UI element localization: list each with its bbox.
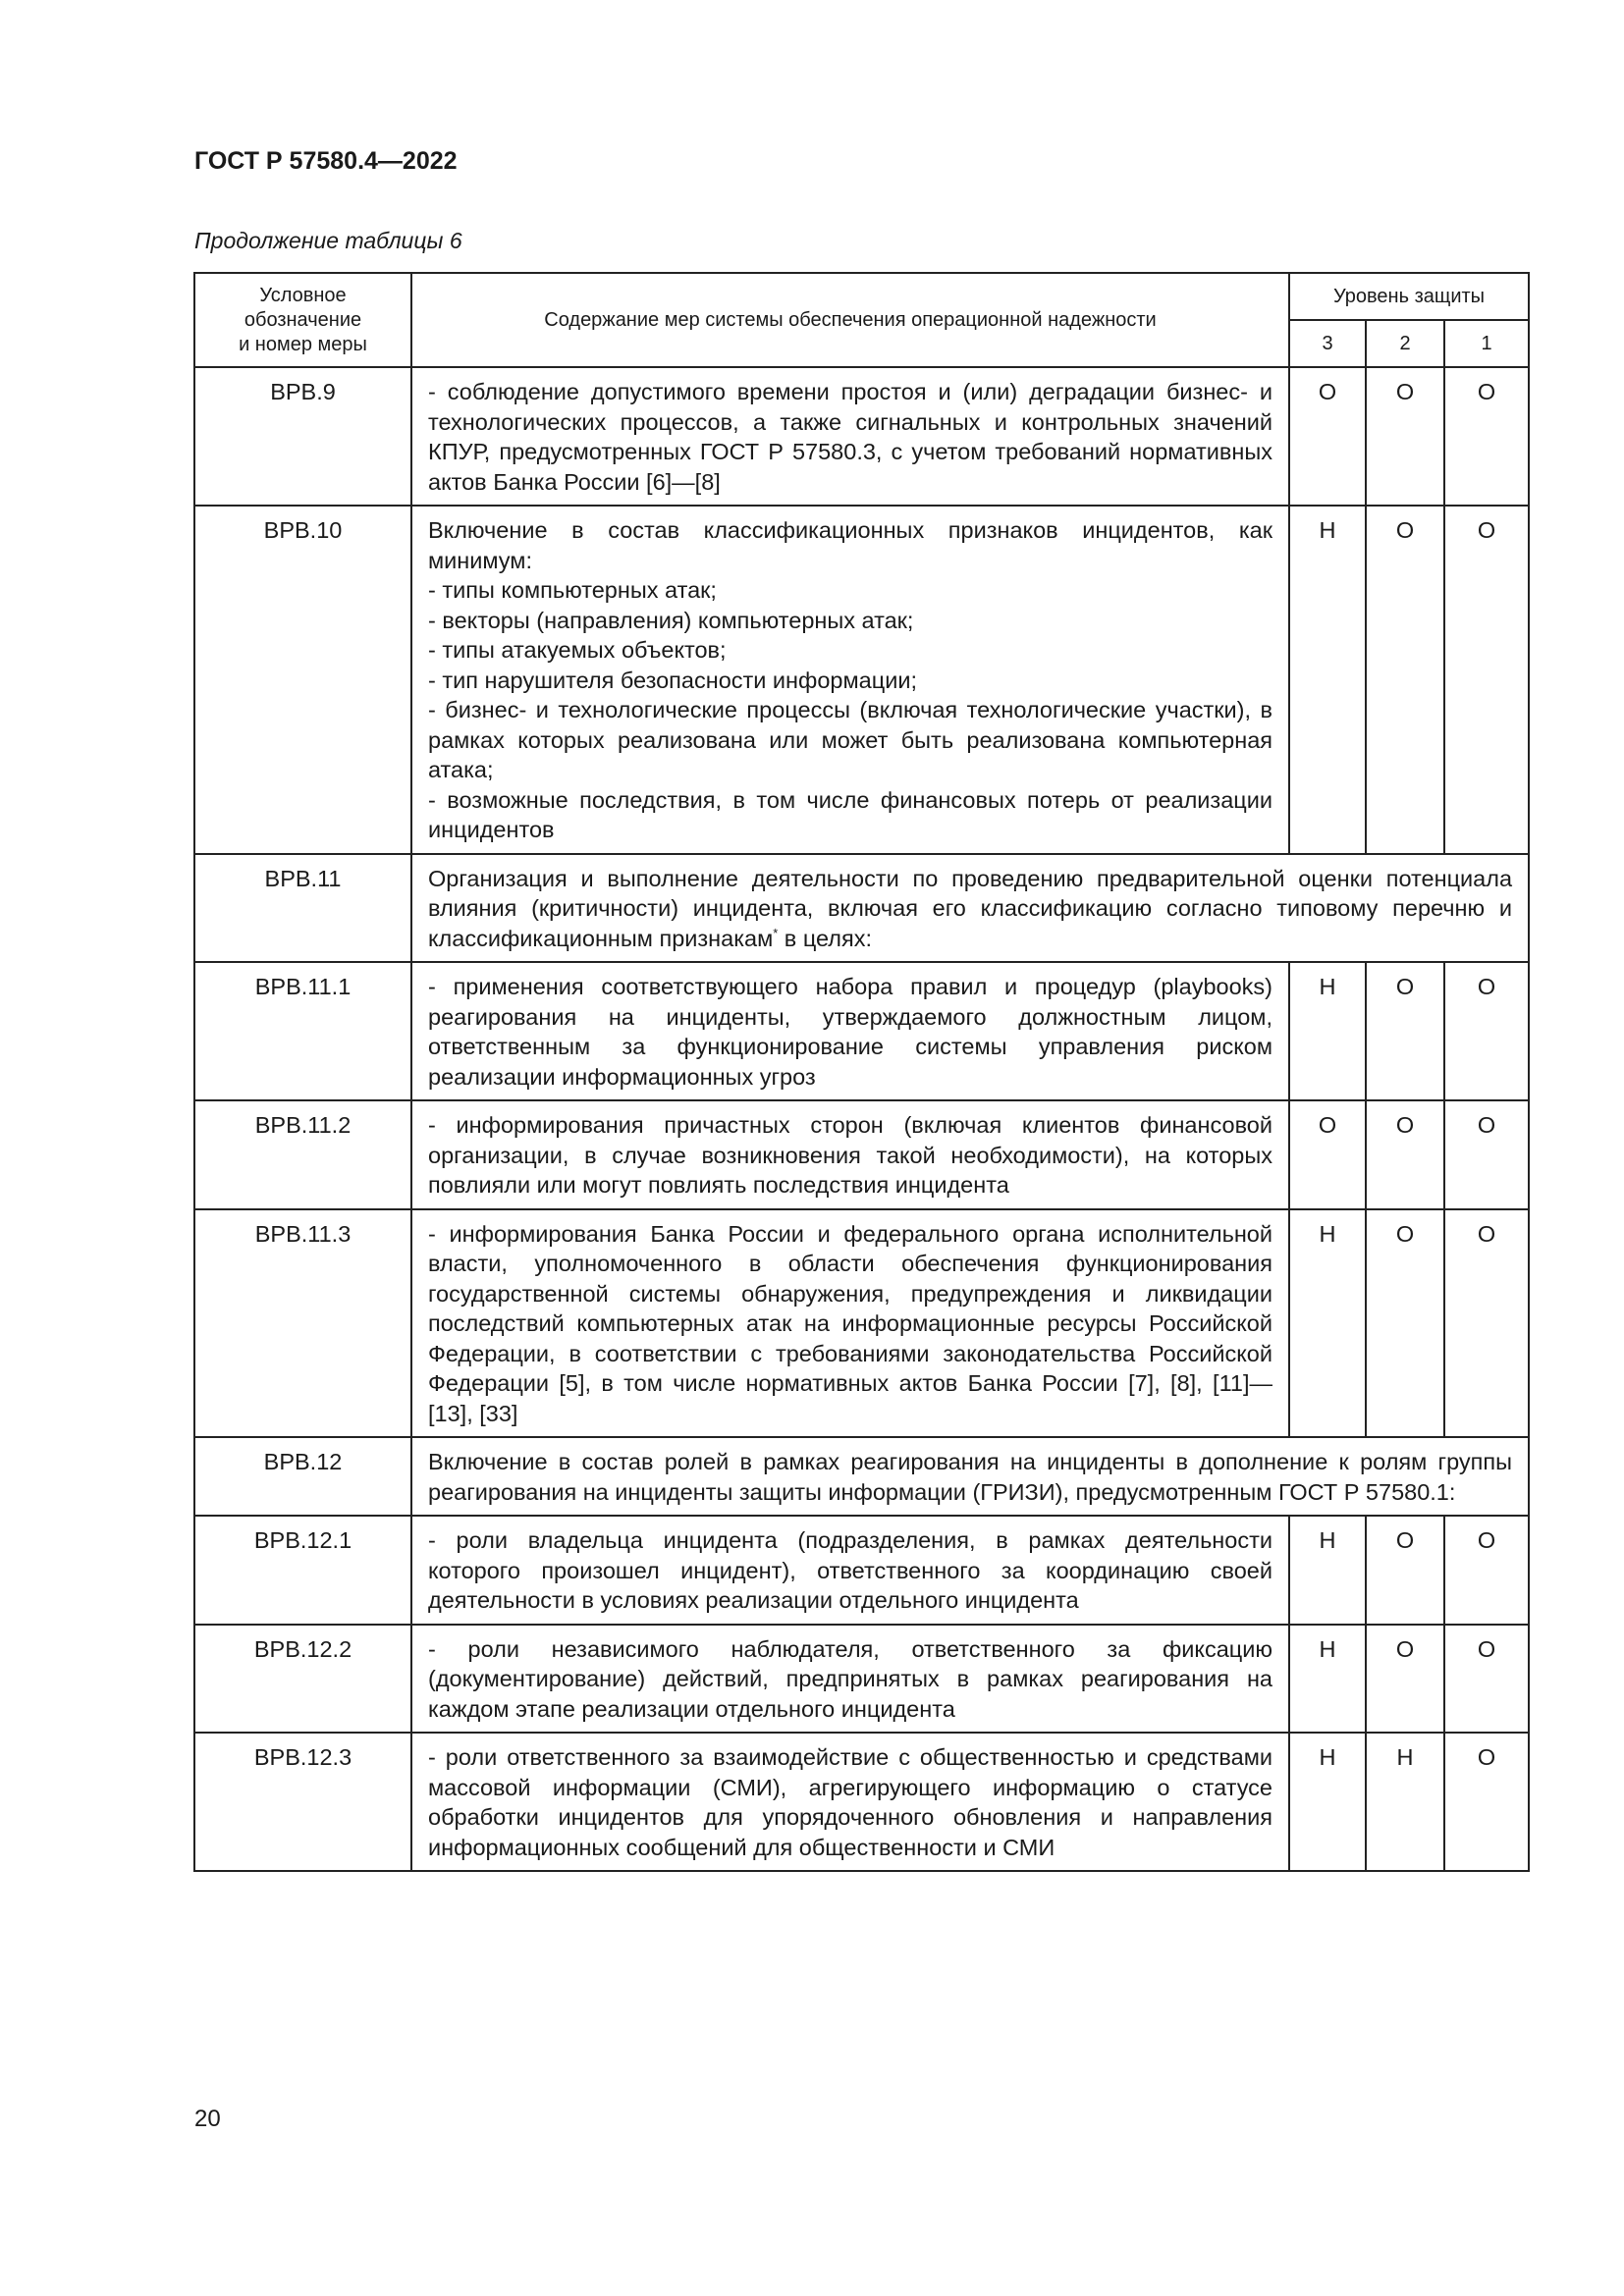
measure-description: Включение в состав ролей в рамках реагирования на инциденты в дополнение к ролям группы реагирования на инциденты защиты информации (ГРИЗИ), предусмотренным ГОСТ Р 57580.1: xyxy=(411,1437,1529,1516)
measure-description xyxy=(411,1733,1289,1871)
description-line: Включение в состав классификационных признаков инцидентов, как минимум: xyxy=(428,517,1272,573)
description-line: - информирования Банка России и федерального органа исполнительной власти, уполномоченного в области обеспечения функционирования государственной системы обнаружения, предупреждения и ликвидации последствий компьютерных атак на информационные ресурсы Российской Федерации, в соответствии с требованиями законодательства Российской Федерации [5], в том числе нормативных актов Банка России [7], [8], [11]—[13], [33] xyxy=(428,1220,1272,1426)
measure-code: ВРВ.12.1 xyxy=(194,1516,411,1625)
description-line: - применения соответствующего набора правил и процедур (playbooks) реагирования на инциденты, утверждаемого должностным лицом, ответственным за функционирование системы управления риском реализации информационных угроз xyxy=(428,974,1272,1090)
description-line: - тип нарушителя безопасности информации; xyxy=(428,667,917,693)
table-row xyxy=(194,1625,1529,1734)
level-1-value: О xyxy=(1444,1100,1529,1209)
description-line: - соблюдение допустимого времени простоя и (или) деградации бизнес- и технологических процессов, а также сигнальных и контрольных значений КПУР, предусмотренных ГОСТ Р 57580.3, с учетом требований нормативных актов Банка России [6]—[8] xyxy=(428,379,1272,495)
header-code-line-2: обозначение xyxy=(244,308,362,331)
level-2-value: О xyxy=(1366,1100,1444,1209)
table-caption: Продолжение таблицы 6 xyxy=(194,228,462,253)
measure-code: ВРВ.12 xyxy=(194,1437,411,1516)
description-line: - возможные последствия, в том числе финансовых потерь от реализации инцидентов xyxy=(428,786,1272,842)
description-line: - типы компьютерных атак; xyxy=(428,577,717,603)
measure-description xyxy=(411,1100,1289,1209)
measure-description xyxy=(411,962,1289,1100)
level-1-value: О xyxy=(1444,1625,1529,1734)
measure-description xyxy=(411,1516,1289,1625)
description-text-end: в целях: xyxy=(778,925,873,951)
footnote-mark: * xyxy=(773,925,779,940)
level-2-value: О xyxy=(1366,506,1444,854)
measures-table xyxy=(193,272,1530,1872)
header-level-2: 2 xyxy=(1366,320,1444,367)
table-row xyxy=(194,1733,1529,1871)
measure-code: ВРВ.11.3 xyxy=(194,1209,411,1438)
level-3-value: Н xyxy=(1289,1516,1366,1625)
description-line: - роли независимого наблюдателя, ответственного за фиксацию (документирование) действий, предпринятых в рамках реагирования на каждом этапе реализации отдельного инцидента xyxy=(428,1635,1272,1722)
table-header xyxy=(194,273,1529,367)
table-row xyxy=(194,367,1529,506)
table-row xyxy=(194,854,1529,963)
level-3-value: О xyxy=(1289,367,1366,506)
level-3-value: Н xyxy=(1289,506,1366,854)
table-body xyxy=(194,367,1529,1871)
measure-code: ВРВ.11.2 xyxy=(194,1100,411,1209)
description-line: - векторы (направления) компьютерных атак; xyxy=(428,607,914,633)
description-line: - роли ответственного за взаимодействие с общественностью и средствами массовой информации (СМИ), агрегирующего информацию о статусе обработки инцидентов для упорядоченного обновления и направления информационных сообщений для общественности и СМИ xyxy=(428,1744,1272,1860)
measure-code: ВРВ.10 xyxy=(194,506,411,854)
table-row xyxy=(194,962,1529,1100)
table-row xyxy=(194,1516,1529,1625)
level-2-value: О xyxy=(1366,962,1444,1100)
level-2-value: О xyxy=(1366,1209,1444,1438)
measure-code: ВРВ.11.1 xyxy=(194,962,411,1100)
header-content: Содержание мер системы обеспечения операционной надежности xyxy=(411,273,1289,367)
header-level-3: 3 xyxy=(1289,320,1366,367)
level-3-value: О xyxy=(1289,1100,1366,1209)
table-row xyxy=(194,1100,1529,1209)
level-1-value: О xyxy=(1444,1209,1529,1438)
measure-code: ВРВ.11 xyxy=(194,854,411,963)
description-text: Организация и выполнение деятельности по проведению предварительной оценки потенциала влияния (критичности) инцидента, включая его классификацию согласно типовому перечню и классификационным признакам xyxy=(428,865,1513,951)
header-code xyxy=(194,273,411,367)
document-header: ГОСТ Р 57580.4—2022 xyxy=(194,147,458,175)
level-2-value: О xyxy=(1366,1516,1444,1625)
level-3-value: Н xyxy=(1289,1733,1366,1871)
level-1-value: О xyxy=(1444,367,1529,506)
level-3-value: Н xyxy=(1289,1209,1366,1438)
table-row xyxy=(194,1437,1529,1516)
level-1-value: О xyxy=(1444,506,1529,854)
description-line: - бизнес- и технологические процессы (включая технологические участки), в рамках которых реализована или может быть реализована компьютерная атака; xyxy=(428,697,1272,782)
measure-description xyxy=(411,367,1289,506)
measure-description xyxy=(411,1625,1289,1734)
level-1-value: О xyxy=(1444,1516,1529,1625)
header-level-1: 1 xyxy=(1444,320,1529,367)
header-protection-level: Уровень защиты xyxy=(1289,273,1529,320)
header-code-line-3: и номер меры xyxy=(239,333,367,355)
measure-description xyxy=(411,506,1289,854)
header-code-line-1: Условное xyxy=(259,284,347,306)
level-1-value: О xyxy=(1444,1733,1529,1871)
level-3-value: Н xyxy=(1289,962,1366,1100)
level-2-value: Н xyxy=(1366,1733,1444,1871)
measure-description xyxy=(411,854,1529,963)
description-line: - информирования причастных сторон (включая клиентов финансовой организации, в случае возникновения такой необходимости), на которых повлияли или могут повлиять последствия инцидента xyxy=(428,1112,1272,1198)
level-2-value: О xyxy=(1366,367,1444,506)
table-row xyxy=(194,1209,1529,1438)
page-number: 20 xyxy=(194,2106,221,2132)
measure-code: ВРВ.12.2 xyxy=(194,1625,411,1734)
table-row xyxy=(194,506,1529,854)
measure-code: ВРВ.9 xyxy=(194,367,411,506)
description-line: - типы атакуемых объектов; xyxy=(428,637,727,663)
measure-code: ВРВ.12.3 xyxy=(194,1733,411,1871)
level-2-value: О xyxy=(1366,1625,1444,1734)
description-line: - роли владельца инцидента (подразделения, в рамках деятельности которого произошел инцидент), ответственного за координацию своей деятельности в условиях реализации отдельного инцидента xyxy=(428,1527,1272,1613)
level-3-value: Н xyxy=(1289,1625,1366,1734)
level-1-value: О xyxy=(1444,962,1529,1100)
measure-description xyxy=(411,1209,1289,1438)
